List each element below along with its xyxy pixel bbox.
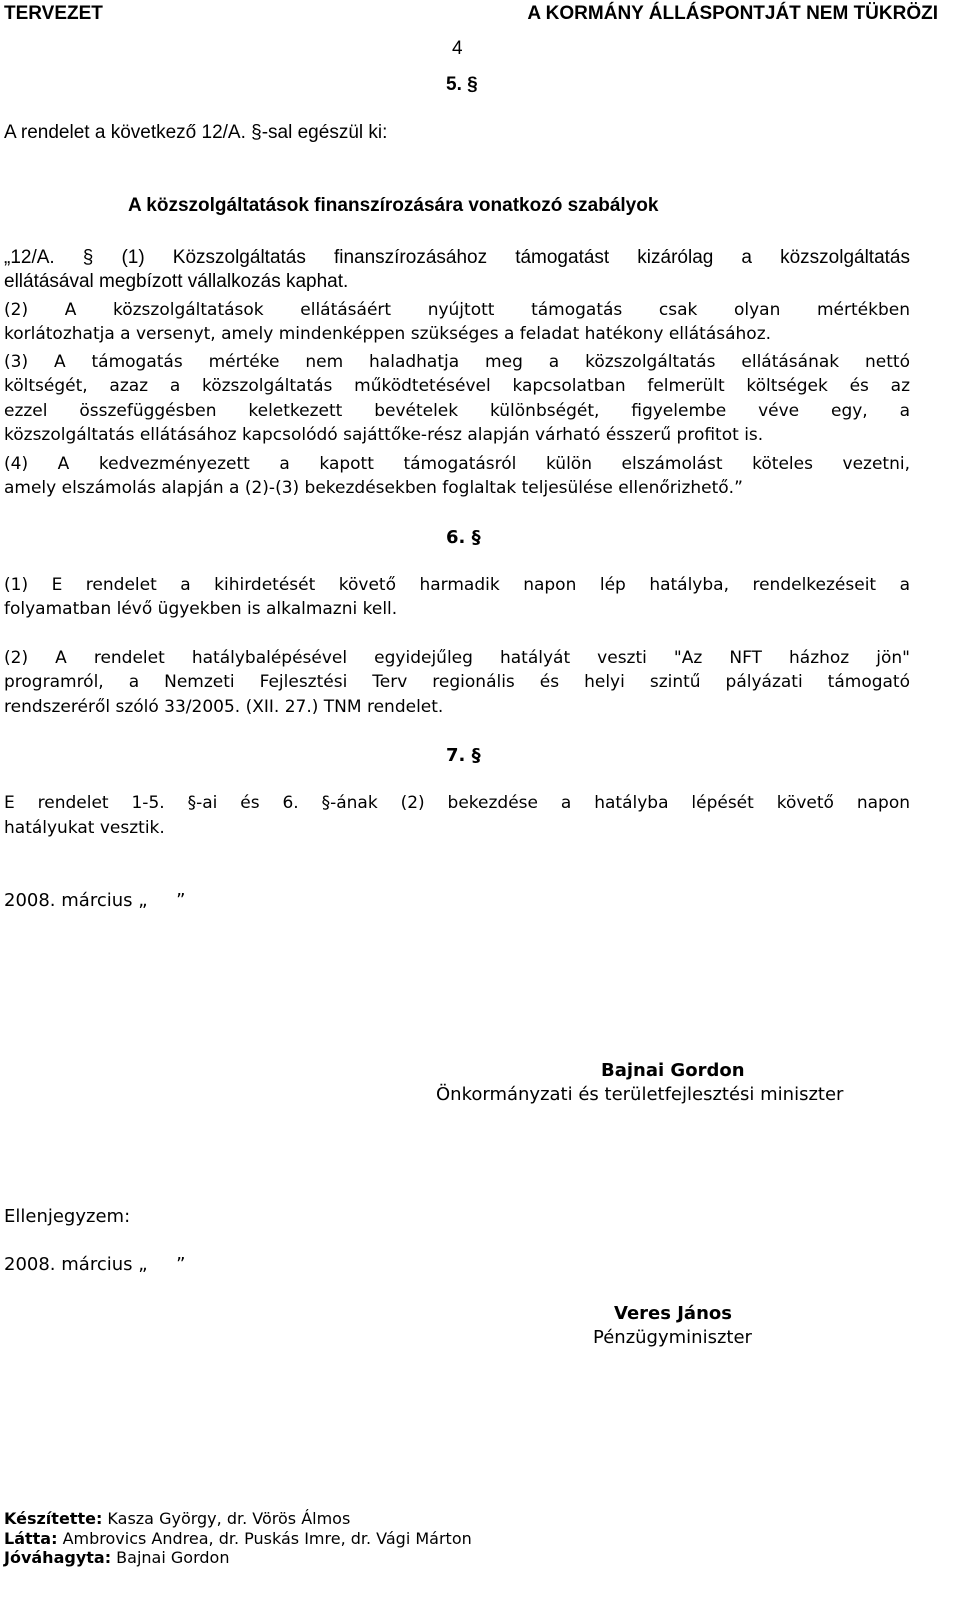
paragraph-line: költségét, azaz a közszolgáltatás működtetésével kapcsolatban felmerült költségek és az <box>4 376 910 396</box>
paragraph-line: amely elszámolás alapján a (2)-(3) bekezdésekben foglaltak teljesülése ellenőrizhető.” <box>4 478 743 498</box>
section-5-subtitle: A közszolgáltatások finanszírozására vonatkozó szabályok <box>128 195 659 216</box>
paragraph-line: (3) A támogatás mértéke nem haladhatja meg a közszolgáltatás ellátásának nettó <box>4 352 910 372</box>
page-number: 4 <box>452 38 463 59</box>
signer-title: Önkormányzati és területfejlesztési miniszter <box>436 1084 844 1105</box>
signer-title: Pénzügyminiszter <box>593 1327 752 1348</box>
section-5-heading: 5. § <box>446 74 478 95</box>
paragraph-line: ezzel összefüggésben keletkezett bevételek különbségét, figyelembe véve egy, a <box>4 401 910 421</box>
signer-name: Bajnai Gordon <box>601 1060 745 1081</box>
countersign-label: Ellenjegyzem: <box>4 1206 131 1227</box>
paragraph-line: (2) A közszolgáltatások ellátásáért nyújtott támogatás csak olyan mértékben <box>4 300 910 320</box>
section-7-heading: 7. § <box>446 745 481 766</box>
paragraph-line: közszolgáltatás ellátásához kapcsolódó sajáttőke-rész alapján várható ésszerű profitot is. <box>4 425 764 445</box>
date-line: 2008. március „ ” <box>4 890 186 911</box>
footer-approved-by <box>4 1548 229 1567</box>
footer-label: Látta: <box>4 1529 58 1548</box>
paragraph-line: (2) A rendelet hatálybalépésével egyidejűleg hatályát veszti "Az NFT házhoz jön" <box>4 648 910 668</box>
paragraph-line: korlátozhatja a versenyt, amely mindenképpen szükséges a feladat hatékony ellátásához. <box>4 324 772 344</box>
paragraph-line: (4) A kedvezményezett a kapott támogatásról külön elszámolást köteles vezetni, <box>4 454 910 474</box>
paragraph-line: folyamatban lévő ügyekben is alkalmazni kell. <box>4 599 398 619</box>
section-5-intro: A rendelet a következő 12/A. §-sal egészül ki: <box>4 122 388 143</box>
signer-name: Veres János <box>614 1303 732 1324</box>
header-draft-label: TERVEZET <box>4 3 103 24</box>
paragraph-line: E rendelet 1-5. §-ai és 6. §-ának (2) bekezdése a hatályba lépését követő napon <box>4 793 910 813</box>
paragraph-line: „12/A. § (1) Közszolgáltatás finanszírozásához támogatást kizárólag a közszolgáltatás <box>4 247 910 268</box>
paragraph-line: hatályukat vesztik. <box>4 818 165 838</box>
paragraph-line: ellátásával megbízott vállalkozás kaphat. <box>4 271 349 292</box>
footer-value: Bajnai Gordon <box>111 1548 230 1567</box>
footer-value: Ambrovics Andrea, dr. Puskás Imre, dr. Vági Márton <box>57 1529 472 1548</box>
footer-prepared-by <box>4 1509 350 1528</box>
footer-seen-by <box>4 1529 472 1548</box>
section-6-heading: 6. § <box>446 527 481 548</box>
date-line: 2008. március „ ” <box>4 1254 186 1275</box>
header-disclaimer: A KORMÁNY ÁLLÁSPONTJÁT NEM TÜKRÖZI <box>527 3 938 24</box>
footer-label: Jóváhagyta: <box>4 1548 112 1567</box>
footer-label: Készítette: <box>4 1509 103 1528</box>
paragraph-line: (1) E rendelet a kihirdetését követő harmadik napon lép hatályba, rendelkezéseit a <box>4 575 910 595</box>
paragraph-line: programról, a Nemzeti Fejlesztési Terv regionális és helyi szintű pályázati támogató <box>4 672 910 692</box>
footer-value: Kasza György, dr. Vörös Álmos <box>102 1509 351 1528</box>
paragraph-line: rendszeréről szóló 33/2005. (XII. 27.) TNM rendelet. <box>4 697 444 717</box>
